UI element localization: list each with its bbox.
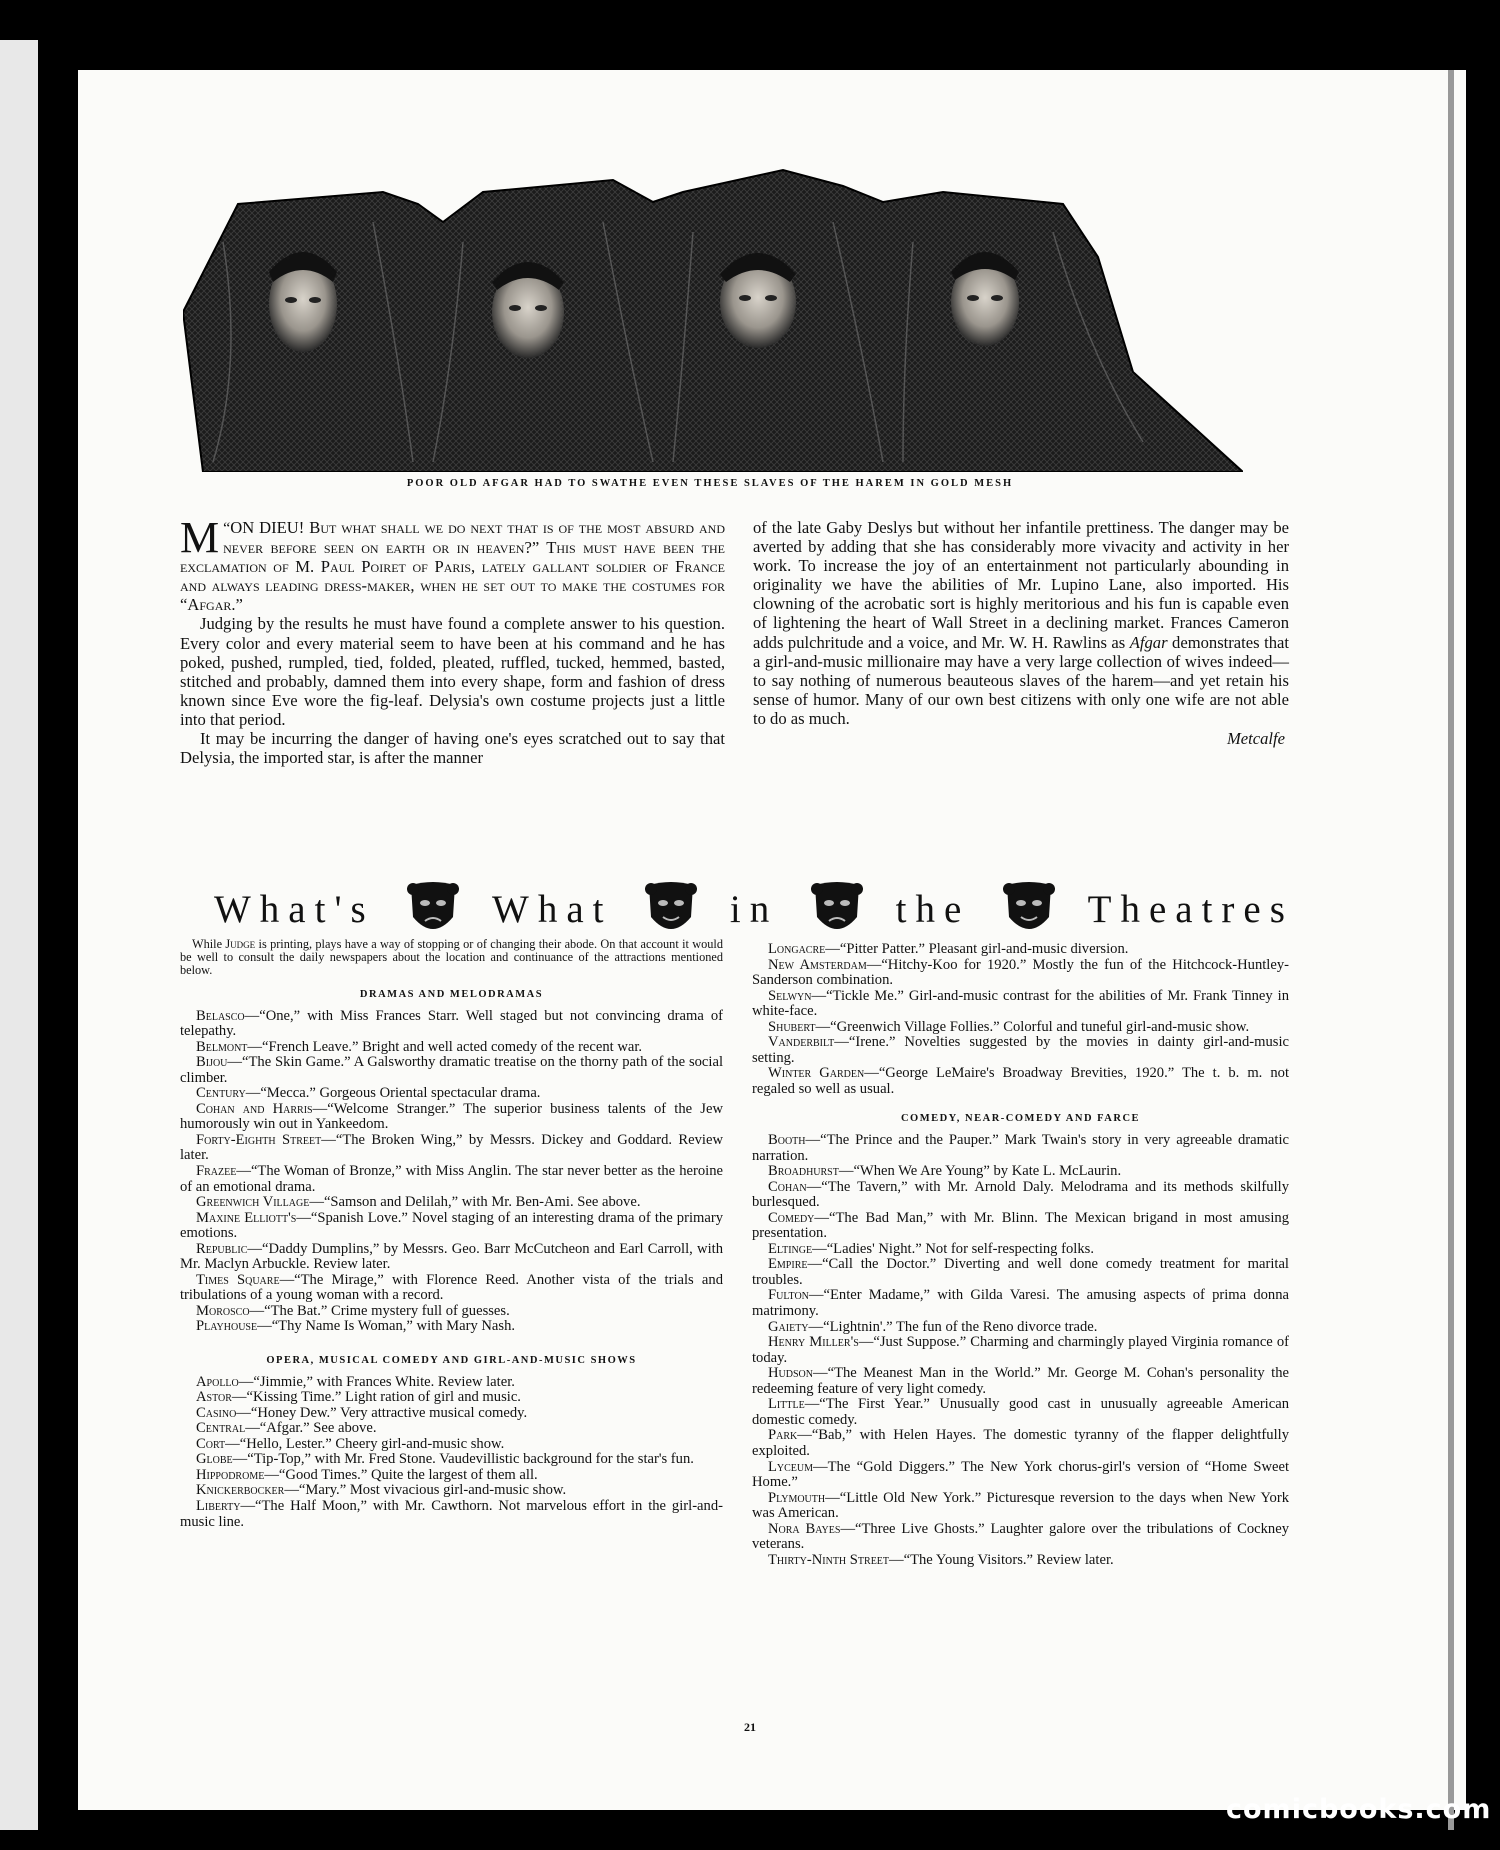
intro-text: is printing, plays have a way of stopping or of changing their abode. On that account it would be well to consult the daily newspapers about the location and continuance of the attractions mentioned below.: [180, 937, 723, 977]
listing-description: —“Pitter Patter.” Pleasant girl-and-music diversion.: [825, 941, 1129, 957]
listing-entry: [180, 1195, 723, 1211]
listing-entry: [752, 958, 1289, 989]
listing-description: —“Tip-Top,” with Mr. Fred Stone. Vaudevillistic background for the star's fun.: [232, 1451, 694, 1468]
section-headline: [214, 874, 1294, 944]
section-heading-comedy: COMEDY, NEAR-COMEDY AND FARCE: [900, 1113, 1141, 1125]
paragraph-text: ON DIEU! But what shall we do next that is of the most absurd and never before seen on earth or in heaven?” This must have been the exclamation of M. Paul Poiret of Paris, lately gallant soldier of France and always leading dress-maker, when he set out to make the costumes for “Afgar.”: [180, 518, 725, 615]
listing-description: —“The Meanest Man in the World.” Mr. George M. Cohan's personality the redeeming feature of very light comedy.: [752, 1365, 1289, 1397]
theatre-name: Broadhurst: [768, 1163, 839, 1180]
listing-description: —“The Young Visitors.” Review later.: [889, 1551, 1114, 1568]
listing-entry: [180, 1133, 723, 1164]
theatre-name: Gaiety: [768, 1318, 809, 1335]
listing-entry: [752, 1211, 1289, 1242]
theatre-name: New Amsterdam: [768, 956, 867, 973]
listing-description: —“Hitchy-Koo for 1920.” Mostly the fun of the Hitchcock-Huntley-Sanderson combination.: [752, 956, 1289, 989]
listing-description: —“Little Old New York.” Picturesque reversion to the days when New York was American.: [752, 1489, 1289, 1522]
theatre-name: Knickerbocker: [196, 1482, 285, 1499]
listing-entry: [752, 989, 1289, 1020]
magazine-name: Judge: [225, 937, 256, 951]
theatre-name: Thirty-Ninth Street: [768, 1551, 890, 1568]
listing-description: —“Bab,” with Helen Hayes. The domestic tyranny of the flapper delightfully exploited.: [752, 1427, 1289, 1459]
listing-description: —“The Prince and the Pauper.” Mark Twain's story in very agreeable dramatic narration.: [752, 1132, 1289, 1164]
listing-entry: [180, 1273, 723, 1304]
article-column-left: [180, 513, 725, 768]
theatre-name: Globe: [196, 1451, 233, 1468]
listing-entry: [752, 1288, 1289, 1319]
theatre-name: Greenwich Village: [196, 1194, 310, 1211]
theatre-name: Selwyn: [768, 987, 812, 1004]
theatre-name: Cohan: [768, 1178, 807, 1195]
listing-description: —“Tickle Me.” Girl-and-music contrast for the abilities of Mr. Frank Tinney in white-face.: [752, 987, 1289, 1020]
headline-word: Theatres: [1087, 887, 1294, 931]
theatre-name: Maxine Elliott's: [196, 1209, 297, 1226]
listing-description: —“Three Live Ghosts.” Laughter galore over the tribulations of Cockney veterans.: [752, 1520, 1289, 1553]
listing-description: —“French Leave.” Bright and well acted comedy of the recent war.: [247, 1038, 643, 1055]
italic-title: Afgar: [1129, 632, 1168, 652]
listing-entry: [752, 1491, 1289, 1522]
listing-description: —“Welcome Stranger.” The superior business talents of the Jew humorously win out in Yankeedom.: [180, 1100, 723, 1133]
listing-description: —“The First Year.” Unusually good cast in unusually agreeable American domestic comedy.: [752, 1396, 1289, 1428]
listing-entry: [752, 1553, 1289, 1569]
listing-description: —“The Woman of Bronze,” with Miss Anglin. The star never better as the heroine of an emotional drama.: [180, 1163, 723, 1195]
listing-entry: [180, 1499, 723, 1530]
listing-entry: [752, 1428, 1289, 1459]
theatre-name: Plymouth: [768, 1489, 826, 1506]
listing-description: —“Lightnin'.” The fun of the Reno divorce trade.: [808, 1318, 1098, 1335]
listing-entry: [180, 1055, 723, 1086]
listing-entry: [180, 1375, 723, 1391]
listing-entry: [752, 1335, 1289, 1366]
listing-description: —“Greenwich Village Follies.” Colorful and tuneful girl-and-music show.: [815, 1018, 1250, 1035]
listing-entry: [180, 1421, 723, 1437]
theatre-name: Winter Garden: [768, 1065, 865, 1082]
article-paragraph: It may be incurring the danger of having one's eyes scratched out to say that Delysia, the imported star, is after the manner: [180, 729, 725, 768]
listing-entry: [752, 1164, 1289, 1180]
listing-entry: [752, 1460, 1289, 1491]
listing-description: —The “Gold Diggers.” The New York chorus-girl's version of “Home Sweet Home.”: [752, 1458, 1289, 1491]
headline-word: the: [895, 887, 971, 931]
listing-description: —“Kissing Time.” Light ration of girl and music.: [231, 1389, 521, 1406]
theatre-name: Apollo: [196, 1373, 239, 1390]
listing-entry: [752, 942, 1289, 958]
listing-description: —“The Half Moon,” with Mr. Cawthorn. Not marvelous effort in the girl-and-music line.: [180, 1497, 723, 1530]
listing-entry: [752, 1035, 1289, 1066]
author-signature: Metcalfe: [1226, 729, 1285, 749]
theatre-name: Times Square: [196, 1271, 280, 1288]
theatre-name: Eltinge: [768, 1240, 813, 1257]
listing-description: —“George LeMaire's Broadway Brevities, 1920.” The t. b. m. not regaled so well as usual.: [752, 1065, 1289, 1097]
listing-entry: [180, 1468, 723, 1484]
opera-list: [180, 1375, 723, 1530]
listing-description: —“The Bad Man,” with Mr. Blinn. The Mexican brigand in most amusing presentation.: [752, 1209, 1289, 1242]
listing-entry: [180, 1406, 723, 1422]
listing-entry: [180, 1164, 723, 1195]
article-paragraph: [753, 518, 1289, 728]
article-column-right: [753, 518, 1289, 748]
listing-entry: [752, 1522, 1289, 1553]
section-heading-opera: OPERA, MUSICAL COMEDY AND GIRL-AND-MUSIC SHOWS: [266, 1355, 637, 1367]
theatre-name: Cort: [196, 1435, 226, 1452]
theatre-name: Shubert: [768, 1018, 816, 1035]
listing-entry: [180, 1211, 723, 1242]
listing-entry: [752, 1397, 1289, 1428]
paragraph-text: demonstrates that a girl-and-music millionaire may have a very large collection of wives indeed—to say nothing of numerous beauteous slaves of the harem—and yet retain his sense of humor. Many of our own best citizens with only one wife are not able to do as much.: [753, 632, 1289, 728]
listing-entry: [752, 1180, 1289, 1211]
opera-list-continued: [752, 942, 1289, 1097]
listing-entry: [180, 1390, 723, 1406]
listing-description: —“Honey Dew.” Very attractive musical comedy.: [236, 1404, 528, 1421]
section-heading-dramas: DRAMAS AND MELODRAMAS: [359, 989, 544, 1000]
site-watermark: comicbooks.com: [1226, 1794, 1492, 1825]
listing-entry: [180, 1452, 723, 1468]
theatre-name: Nora Bayes: [768, 1520, 841, 1537]
listing-description: —“Daddy Dumplins,” by Messrs. Geo. Barr McCutcheon and Earl Carroll, with Mr. Maclyn Arbuckle. Review later.: [180, 1240, 723, 1273]
listing-description: —“Afgar.” See above.: [245, 1420, 377, 1437]
listing-description: —“When We Are Young” by Kate L. McLaurin.: [838, 1163, 1122, 1180]
listings-intro: [180, 938, 723, 977]
listing-description: —“Jimmie,” with Frances White. Review later.: [238, 1373, 515, 1390]
listing-description: —“Mary.” Most vivacious girl-and-music show.: [284, 1482, 567, 1499]
headline-word: What: [492, 887, 613, 931]
theatre-name: Republic: [196, 1240, 248, 1257]
theatre-name: Liberty: [196, 1497, 241, 1514]
theatre-name: Hudson: [768, 1365, 813, 1382]
theatre-name: Longacre: [768, 941, 826, 957]
theatre-name: Fulton: [768, 1287, 809, 1304]
listing-description: —“The Broken Wing,” by Messrs. Dickey and Goddard. Review later.: [180, 1131, 723, 1164]
listing-description: —“Good Times.” Quite the largest of them all.: [264, 1466, 538, 1483]
theatre-name: Bijou: [196, 1054, 228, 1071]
page-number: 21: [744, 1720, 756, 1734]
theatre-name: Forty-Eighth Street: [196, 1131, 322, 1148]
listing-description: —“Ladies' Night.” Not for self-respecting folks.: [812, 1240, 1094, 1257]
listing-description: —“Mecca.” Gorgeous Oriental spectacular drama.: [245, 1085, 541, 1102]
listing-description: —“Call the Doctor.” Diverting and well done comedy treatment for marital troubles.: [752, 1256, 1289, 1288]
listing-entry: [180, 1242, 723, 1273]
theatre-name: Morosco: [196, 1302, 250, 1319]
opening-quote: “: [223, 520, 231, 537]
theatre-name: Henry Miller's: [768, 1334, 859, 1351]
listing-description: —“Hello, Lester.” Cheery girl-and-music show.: [225, 1435, 505, 1452]
theatre-name: Belmont: [196, 1038, 248, 1055]
theatre-mask-icon: [643, 879, 699, 939]
listing-description: —“The Tavern,” with Mr. Arnold Daly. Melodrama and its methods skilfully burlesqued.: [752, 1178, 1289, 1211]
listing-description: —“Thy Name Is Woman,” with Mary Nash.: [257, 1318, 516, 1335]
listing-description: —“The Skin Game.” A Galsworthy dramatic treatise on the thorny path of the social climber.: [180, 1054, 723, 1086]
theatre-mask-icon: [1001, 879, 1057, 939]
listing-description: —“One,” with Miss Frances Starr. Well staged but not convincing drama of telepathy.: [180, 1007, 723, 1040]
listing-description: —“The Bat.” Crime mystery full of guesses.: [249, 1302, 510, 1319]
harem-photo: [183, 162, 1243, 472]
theatre-name: Empire: [768, 1256, 808, 1273]
listing-entry: [752, 1066, 1289, 1097]
listing-entry: [752, 1366, 1289, 1397]
listing-entry: [752, 1020, 1289, 1036]
listing-description: —“Just Suppose.” Charming and charmingly played Virginia romance of today.: [752, 1334, 1289, 1366]
theatre-name: Booth: [768, 1132, 806, 1149]
listing-entry: [752, 1133, 1289, 1164]
theatre-name: Park: [768, 1427, 798, 1444]
theatre-name: Lyceum: [768, 1458, 814, 1475]
listing-entry: [752, 1242, 1289, 1258]
listing-description: —“The Mirage,” with Florence Reed. Another vista of the trials and tribulations of a young woman with a record.: [180, 1271, 723, 1304]
theatre-name: Comedy: [768, 1209, 815, 1226]
theatre-name: Little: [768, 1396, 805, 1413]
theatre-name: Vanderbilt: [768, 1034, 835, 1051]
comedy-list: [752, 1133, 1289, 1568]
listing-entry: [752, 1320, 1289, 1336]
paragraph-text: of the late Gaby Deslys but without her infantile prettiness. The danger may be averted by adding that she has considerably more vivacity and activity in her work. To increase the joy of an entertainment not particularly abounding in originality we have the abilities of Mr. Lupino Lane, also imported. His clowning of the acrobatic sort is highly meritorious and his fun is capable even of lightening the heart of Wall Street in a declining market. Frances Cameron adds pulchritude and a voice, and Mr. W. H. Rawlins as: [753, 518, 1289, 652]
listing-entry: [180, 1483, 723, 1499]
photo-caption: POOR OLD AFGAR HAD TO SWATHE EVEN THESE SLAVES OF THE HAREM IN GOLD MESH: [406, 478, 1014, 489]
article-paragraph: [180, 513, 725, 615]
listing-description: —“Irene.” Novelties suggested by the movies in dainty girl-and-music setting.: [752, 1034, 1289, 1066]
article-paragraph: Judging by the results he must have found a complete answer to his question. Every color and every material seem to have been at his command and he has poked, pushed, rumpled, tied, folded, pleated, ruffled, tucked, hemmed, basted, stitched and probably, damned them into every shape, form and fashion of dress known since Eve wore the fig-leaf. Delysia's own costume projects just a little into that period.: [180, 614, 725, 729]
theatre-mask-icon: [405, 879, 461, 939]
listing-entry: [752, 1257, 1289, 1288]
listings-column-left: [180, 938, 723, 1530]
listing-description: —“Samson and Delilah,” with Mr. Ben-Ami. See above.: [309, 1194, 641, 1211]
listing-entry: [180, 1040, 723, 1056]
listing-entry: [180, 1304, 723, 1320]
listings-column-right: [752, 942, 1289, 1568]
theatre-name: Casino: [196, 1404, 237, 1421]
theatre-name: Belasco: [196, 1007, 245, 1024]
listing-entry: [180, 1009, 723, 1040]
theatre-name: Playhouse: [196, 1318, 258, 1335]
theatre-name: Central: [196, 1420, 246, 1437]
theatre-mask-icon: [809, 879, 865, 939]
listing-entry: [180, 1102, 723, 1133]
theatre-name: Cohan and Harris: [196, 1100, 313, 1117]
facing-page-edge: [0, 40, 38, 1830]
listing-entry: [180, 1437, 723, 1453]
theatre-name: Century: [196, 1085, 246, 1102]
listing-entry: [180, 1319, 723, 1335]
theatre-name: Hippodrome: [196, 1466, 265, 1483]
headline-word: What's: [214, 887, 375, 931]
listing-entry: [180, 1086, 723, 1102]
listing-description: —“Spanish Love.” Novel staging of an interesting drama of the primary emotions.: [180, 1209, 723, 1242]
drop-cap: M: [180, 513, 220, 562]
theatre-name: Astor: [196, 1389, 232, 1406]
listing-description: —“Enter Madame,” with Gilda Varesi. The amusing aspects of prima donna matrimony.: [752, 1287, 1289, 1320]
headline-word: in: [729, 887, 779, 931]
dramas-list: [180, 1009, 723, 1335]
intro-text: While: [192, 937, 226, 951]
binding-edge: [1448, 70, 1454, 1830]
theatre-name: Frazee: [196, 1163, 237, 1180]
